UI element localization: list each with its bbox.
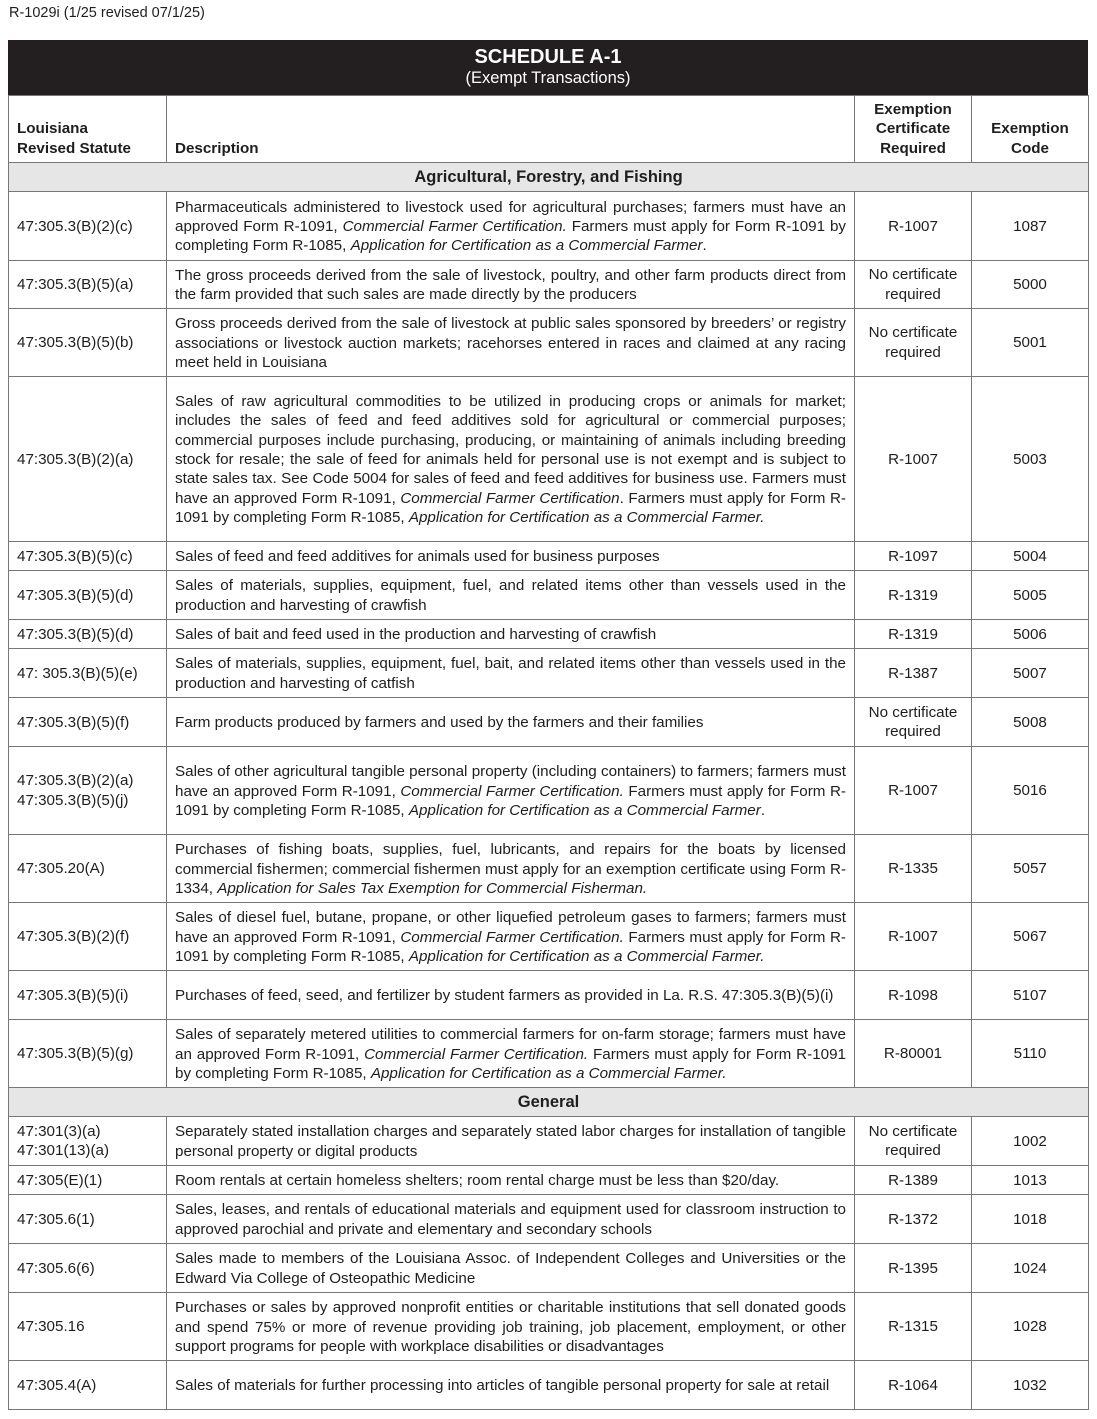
- description-form-title: Application for Certification as a Commercial Farmer: [350, 237, 703, 255]
- description-text: Sales of feed and feed additives for animals used for business purposes: [175, 548, 660, 566]
- certificate-cell: [855, 1195, 972, 1244]
- header-certificate-line-1: Exemption: [874, 101, 952, 118]
- certificate-cell: [855, 309, 972, 377]
- description-cell: [167, 1195, 855, 1244]
- table-row: [9, 1361, 1089, 1410]
- statute-reference: 47:305.3(B)(2)(f): [17, 928, 130, 946]
- certificate-cell: [855, 698, 972, 747]
- description-cell: [167, 649, 855, 698]
- exemption-code-cell: 1024: [972, 1244, 1089, 1293]
- description-text: .: [702, 237, 707, 255]
- table-row: [9, 309, 1089, 377]
- description-form-title: Commercial Farmer Certification.: [364, 1045, 589, 1063]
- description-cell: [167, 620, 855, 649]
- statute-reference: 47:301(3)(a): [17, 1122, 101, 1140]
- description-text: Room rentals at certain homeless shelters; room rental charge must be less than $20/day.: [175, 1172, 780, 1190]
- exemption-code-cell: 5067: [972, 903, 1089, 971]
- statute-reference: 47:305.3(B)(5)(a): [17, 276, 134, 294]
- section-header-row: [9, 163, 1089, 192]
- certificate-value: R-1007: [888, 450, 938, 468]
- statute-reference: 47:301(13)(a): [17, 1142, 110, 1160]
- table-row: [9, 747, 1089, 835]
- description-cell: [167, 542, 855, 571]
- exemption-code-cell: 1028: [972, 1293, 1089, 1361]
- statute-reference: 47:305.6(1): [17, 1210, 95, 1228]
- description-cell: [167, 261, 855, 309]
- certificate-value: required: [885, 723, 941, 741]
- certificate-value: R-1319: [888, 586, 938, 604]
- statute-reference: 47:305.20(A): [17, 860, 105, 878]
- exemption-code-cell: 1002: [972, 1117, 1089, 1166]
- exemption-code-cell: 5107: [972, 971, 1089, 1020]
- table-row: [9, 649, 1089, 698]
- description-text: Sales of bait and feed used in the production and harvesting of crawfish: [175, 626, 657, 644]
- statute-reference: 47:305.3(B)(5)(d): [17, 625, 134, 643]
- statute-cell: [9, 309, 167, 377]
- description-form-title: Application for Certification as a Commercial Farmer: [408, 801, 761, 819]
- certificate-value: R-80001: [883, 1045, 943, 1063]
- statute-cell: [9, 571, 167, 620]
- description-text: Pharmaceuticals administered to livestock used for agricultural purchases; farmers must have an approved Form R-1091,: [175, 198, 846, 236]
- statute-reference: 47:305.3(B)(5)(d): [17, 586, 134, 604]
- statute-cell: [9, 835, 167, 903]
- description-cell: [167, 903, 855, 971]
- exemption-code-cell: 5016: [972, 747, 1089, 835]
- table-body: [9, 163, 1089, 1410]
- section-title: Agricultural, Forestry, and Fishing: [9, 163, 1089, 192]
- certificate-value: R-1064: [888, 1376, 938, 1394]
- statute-reference: 47:305.3(B)(2)(c): [17, 217, 133, 235]
- table-row: [9, 542, 1089, 571]
- table-row: [9, 835, 1089, 903]
- statute-reference: 47:305.3(B)(2)(a): [17, 450, 134, 468]
- description-form-title: Commercial Farmer Certification.: [400, 928, 624, 946]
- schedule-frame: [8, 40, 1088, 1410]
- table-row: [9, 571, 1089, 620]
- certificate-cell: [855, 1166, 972, 1195]
- description-cell: [167, 1166, 855, 1195]
- table-row: [9, 903, 1089, 971]
- description-form-title: Commercial Farmer Certification: [400, 489, 620, 507]
- exemption-code-cell: 5004: [972, 542, 1089, 571]
- exemption-code-cell: 1032: [972, 1361, 1089, 1410]
- exemption-code-cell: 5008: [972, 698, 1089, 747]
- certificate-cell: [855, 620, 972, 649]
- statute-cell: [9, 649, 167, 698]
- statute-cell: [9, 1117, 167, 1166]
- description-text: Purchases of fishing boats, supplies, fuel, lubricants, and repairs for the boats by licensed commercial fishermen; commercial fishermen must apply for an exemption certificate using Form R-1334,: [175, 841, 846, 897]
- table-row: [9, 971, 1089, 1020]
- exemption-code-cell: 5000: [972, 261, 1089, 309]
- certificate-value: R-1315: [888, 1318, 938, 1336]
- description-text: Gross proceeds derived from the sale of livestock at public sales sponsored by breeders’ or registry associations or livestock auction markets; racehorses entered in races and claimed at any racing meet held in Louisiana: [175, 315, 846, 371]
- certificate-value: required: [885, 285, 941, 303]
- certificate-value: No certificate: [868, 324, 958, 342]
- certificate-value: required: [885, 1142, 941, 1160]
- certificate-cell: [855, 1361, 972, 1410]
- exemption-code-cell: 5057: [972, 835, 1089, 903]
- description-text: Farm products produced by farmers and used by the farmers and their families: [175, 714, 704, 732]
- certificate-value: R-1319: [888, 625, 938, 643]
- description-cell: [167, 1244, 855, 1293]
- description-text: Farmers must apply for Form R-1091 by completing Form R-1085,: [175, 928, 846, 965]
- certificate-value: R-1007: [888, 782, 938, 800]
- description-cell: [167, 1020, 855, 1088]
- certificate-cell: [855, 747, 972, 835]
- certificate-value: R-1372: [888, 1210, 938, 1228]
- table-row: [9, 377, 1089, 542]
- description-cell: [167, 192, 855, 261]
- statute-reference: 47:305.3(B)(5)(j): [17, 791, 129, 809]
- certificate-cell: [855, 649, 972, 698]
- certificate-cell: [855, 1293, 972, 1361]
- exemption-code-cell: 1018: [972, 1195, 1089, 1244]
- certificate-cell: [855, 542, 972, 571]
- description-text: Sales of materials, supplies, equipment, fuel, bait, and related items other than vessels used in the production and harvesting of catfish: [175, 655, 846, 692]
- description-text: . Farmers must apply for Form R-1091 by completing Form R-1085,: [175, 489, 846, 527]
- header-description-label: Description: [175, 139, 259, 157]
- description-text: Sales made to members of the Louisiana Assoc. of Independent Colleges and Universities or the Edward Via College of Osteopathic Medicine: [175, 1250, 846, 1287]
- table-row: [9, 1166, 1089, 1195]
- table-row: [9, 261, 1089, 309]
- description-text: .: [760, 801, 766, 819]
- statute-reference: 47: 305.3(B)(5)(e): [17, 664, 138, 682]
- statute-cell: [9, 620, 167, 649]
- section-title: General: [9, 1088, 1089, 1117]
- certificate-cell: [855, 1117, 972, 1166]
- certificate-value: No certificate: [868, 1122, 958, 1140]
- description-text: Farmers must apply for Form R-1091 by completing Form R-1085,: [175, 1045, 846, 1082]
- statute-cell: [9, 261, 167, 309]
- exemption-code-cell: 1013: [972, 1166, 1089, 1195]
- certificate-value: R-1387: [888, 664, 938, 682]
- form-revision-id: R-1029i (1/25 revised 07/1/25): [9, 5, 205, 21]
- certificate-value: R-1007: [888, 217, 938, 235]
- description-cell: [167, 1361, 855, 1410]
- statute-reference: 47:305.3(B)(5)(i): [17, 986, 129, 1004]
- table-row: [9, 698, 1089, 747]
- description-text: Sales of materials, supplies, equipment, fuel, and related items other than vessels used in the production and harvesting of crawfish: [175, 577, 846, 614]
- header-statute-line-1: Louisiana: [17, 120, 88, 138]
- schedule-title: SCHEDULE A-1: [474, 46, 622, 68]
- schedule-subtitle: (Exempt Transactions): [465, 69, 631, 87]
- certificate-value: R-1389: [888, 1171, 938, 1189]
- exempt-transactions-table: [8, 95, 1089, 1410]
- statute-reference: 47:305.3(B)(5)(f): [17, 713, 130, 731]
- description-cell: [167, 1117, 855, 1166]
- description-form-title: Application for Certification as a Commercial Farmer.: [408, 947, 765, 965]
- certificate-cell: [855, 192, 972, 261]
- statute-reference: 47:305.3(B)(5)(b): [17, 334, 134, 352]
- statute-cell: [9, 1293, 167, 1361]
- table-row: [9, 192, 1089, 261]
- description-text: Purchases or sales by approved nonprofit entities or charitable institutions that sell donated goods and spend 75% or more of revenue providing job training, job placement, employment, or other support programs for people with workplace disabilities or disadvantages: [175, 1299, 846, 1355]
- certificate-cell: [855, 903, 972, 971]
- description-form-title: Application for Sales Tax Exemption for Commercial Fisherman.: [217, 879, 648, 897]
- certificate-value: R-1007: [888, 928, 938, 946]
- statute-cell: [9, 903, 167, 971]
- description-text: Separately stated installation charges and separately stated labor charges for installation of tangible personal property or digital products: [175, 1123, 846, 1160]
- description-text: Purchases of feed, seed, and fertilizer by student farmers as provided in La. R.S. 47:305.3(B)(5)(i): [175, 987, 834, 1005]
- certificate-cell: [855, 377, 972, 542]
- statute-cell: [9, 971, 167, 1020]
- statute-reference: 47:305.3(B)(2)(a): [17, 772, 134, 790]
- header-certificate-line-2: Certificate: [875, 120, 951, 138]
- header-statute: [9, 96, 167, 163]
- table-row: [9, 1195, 1089, 1244]
- certificate-value: No certificate: [868, 266, 958, 284]
- description-cell: [167, 1293, 855, 1361]
- description-cell: [167, 571, 855, 620]
- table-row: [9, 1244, 1089, 1293]
- table-header-row: [9, 96, 1089, 163]
- description-text: Farmers must apply for Form R-1091 by completing Form R-1085,: [175, 782, 846, 819]
- statute-cell: [9, 698, 167, 747]
- certificate-value: required: [885, 343, 941, 361]
- exemption-code-cell: 5001: [972, 309, 1089, 377]
- statute-cell: [9, 747, 167, 835]
- statute-reference: 47:305.3(B)(5)(g): [17, 1045, 134, 1063]
- certificate-value: R-1335: [888, 860, 938, 878]
- certificate-cell: [855, 261, 972, 309]
- exemption-code-cell: 5110: [972, 1020, 1089, 1088]
- schedule-banner: [8, 40, 1088, 95]
- description-form-title: Commercial Farmer Certification.: [400, 782, 624, 800]
- header-description: [167, 96, 855, 163]
- certificate-cell: [855, 971, 972, 1020]
- description-cell: [167, 377, 855, 542]
- header-certificate: [855, 96, 972, 163]
- description-cell: [167, 309, 855, 377]
- certificate-value: No certificate: [868, 703, 958, 721]
- statute-reference: 47:305.6(6): [17, 1259, 95, 1277]
- description-form-title: Application for Certification as a Commercial Farmer.: [370, 1064, 727, 1082]
- certificate-value: R-1097: [888, 547, 938, 565]
- statute-reference: 47:305.16: [17, 1318, 85, 1336]
- header-code: [972, 96, 1089, 163]
- certificate-cell: [855, 571, 972, 620]
- table-row: [9, 1020, 1089, 1088]
- description-cell: [167, 747, 855, 835]
- description-cell: [167, 971, 855, 1020]
- header-statute-line-2: Revised Statute: [17, 139, 131, 157]
- header-code-line-1: Exemption: [991, 120, 1069, 138]
- header-certificate-line-3: Required: [880, 139, 946, 157]
- exemption-code-cell: 5006: [972, 620, 1089, 649]
- header-code-line-2: Code: [1011, 139, 1049, 157]
- table-row: [9, 1117, 1089, 1166]
- statute-cell: [9, 1166, 167, 1195]
- description-form-title: Application for Certification as a Commercial Farmer.: [408, 509, 765, 527]
- description-text: Farmers must apply for Form R-1091 by completing Form R-1085,: [175, 218, 846, 255]
- description-text: The gross proceeds derived from the sale of livestock, poultry, and other farm products direct from the farm provided that such sales are made directly by the producers: [175, 266, 846, 304]
- description-text: Sales of diesel fuel, butane, propane, or other liquefied petroleum gases to farmers; farmers must have an approved Form R-1091,: [175, 909, 846, 946]
- description-text: Sales of materials for further processing into articles of tangible personal property for sale at retail: [175, 1377, 830, 1395]
- exemption-code-cell: 5005: [972, 571, 1089, 620]
- table-row: [9, 620, 1089, 649]
- statute-cell: [9, 377, 167, 542]
- statute-cell: [9, 1195, 167, 1244]
- exemption-code-cell: 1087: [972, 192, 1089, 261]
- statute-reference: 47:305(E)(1): [17, 1171, 103, 1189]
- description-cell: [167, 835, 855, 903]
- statute-cell: [9, 1244, 167, 1293]
- statute-cell: [9, 1361, 167, 1410]
- description-form-title: Commercial Farmer Certification.: [342, 218, 567, 236]
- table-row: [9, 1293, 1089, 1361]
- certificate-value: R-1395: [888, 1259, 938, 1277]
- exemption-code-cell: 5003: [972, 377, 1089, 542]
- certificate-cell: [855, 835, 972, 903]
- description-text: Sales of separately metered utilities to commercial farmers for on-farm storage; farmers must have an approved Form R-1091,: [175, 1026, 846, 1063]
- statute-reference: 47:305.4(A): [17, 1376, 97, 1394]
- statute-cell: [9, 192, 167, 261]
- description-text: Sales of other agricultural tangible personal property (including containers) to farmers; farmers must have an approved Form R-1091,: [175, 763, 846, 800]
- description-text: Sales of raw agricultural commodities to be utilized in producing crops or animals for market; includes the sales of feed and feed additives sold for agricultural or commercial purposes; commercial purposes include purchasing, producing, or maintaining of animals including breeding stock for resale; the sale of feed for animals held for personal use is not exempt and is subject to state sales tax. See Code 5004 for sales of feed and feed additives for business use. Farmers must have an approved Form R-1091,: [175, 392, 846, 507]
- statute-cell: [9, 542, 167, 571]
- exemption-code-cell: 5007: [972, 649, 1089, 698]
- statute-reference: 47:305.3(B)(5)(c): [17, 547, 133, 565]
- description-text: Sales, leases, and rentals of educational materials and equipment used for classroom instruction to approved parochial and private and elementary and secondary schools: [175, 1201, 846, 1238]
- description-cell: [167, 698, 855, 747]
- section-header-row: [9, 1088, 1089, 1117]
- certificate-cell: [855, 1020, 972, 1088]
- statute-cell: [9, 1020, 167, 1088]
- certificate-value: R-1098: [888, 986, 938, 1004]
- certificate-cell: [855, 1244, 972, 1293]
